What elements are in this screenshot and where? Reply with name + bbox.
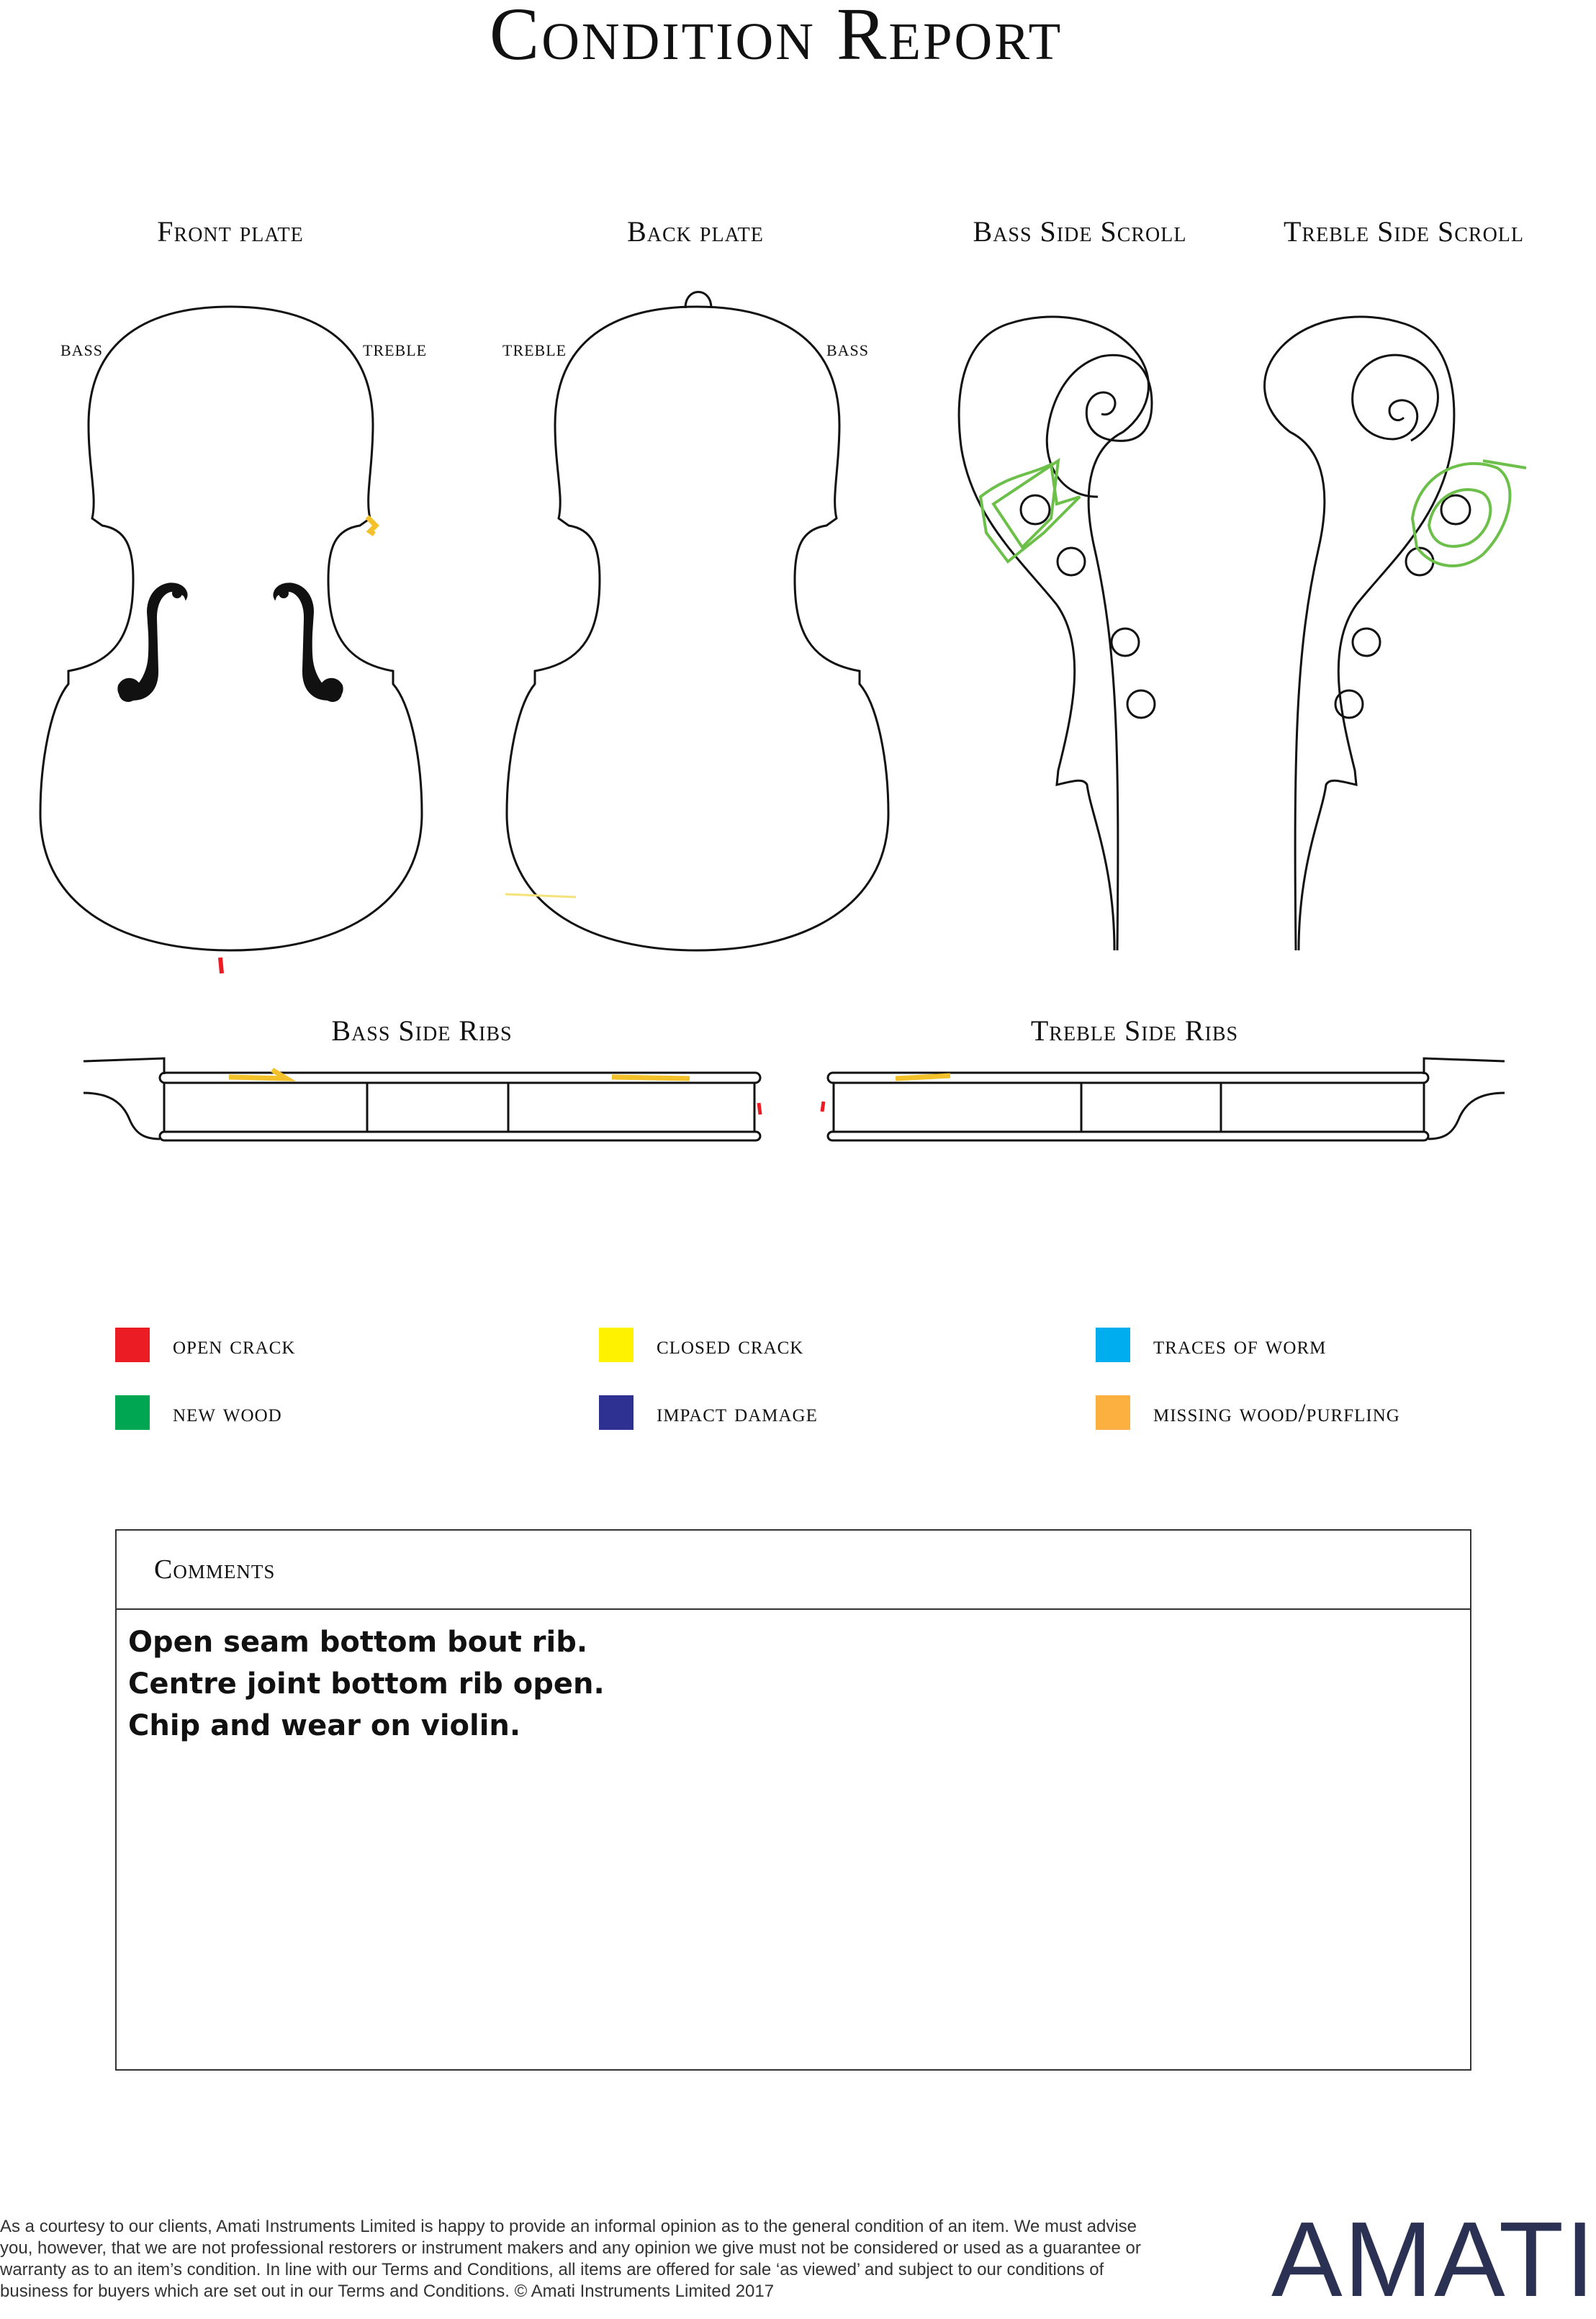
back-plate-label: Back plate [627, 215, 764, 248]
legend-open-crack [115, 1328, 295, 1362]
page-title: Condition Report [489, 0, 1063, 76]
legend-impact-damage [599, 1395, 818, 1430]
legend-label: traces of worm [1153, 1330, 1327, 1359]
front-plate-label: Front plate [157, 215, 304, 248]
back-treble-label: TREBLE [502, 341, 567, 359]
new-wood-swatch [115, 1395, 150, 1430]
legend-new-wood [115, 1395, 282, 1430]
legend-label: closed crack [657, 1330, 804, 1359]
bass-side-ribs-label: Bass Side Ribs [331, 1014, 513, 1047]
comments-box [115, 1529, 1471, 2071]
legend-label: open crack [173, 1330, 296, 1359]
treble-rib-closed-crack-mark [896, 1076, 950, 1079]
comments-heading: Comments [117, 1531, 1470, 1610]
back-bass-label: BASS [826, 341, 870, 359]
treble-rib-body [834, 1083, 1424, 1132]
treble-rib-neck [1424, 1058, 1505, 1139]
legend-label: impact damage [657, 1398, 818, 1427]
comment-line: Chip and wear on violin. [128, 1709, 521, 1742]
legend-label: missing wood/purfling [1153, 1398, 1400, 1427]
legend-traces-of-worm [1096, 1328, 1326, 1362]
treble-side-scroll-label: Treble Side Scroll [1283, 215, 1524, 248]
open-crack-swatch [115, 1328, 150, 1362]
comment-line: Centre joint bottom rib open. [128, 1667, 605, 1701]
treble-side-ribs-label: Treble Side Ribs [1030, 1014, 1239, 1047]
front-treble-label: TREBLE [363, 341, 428, 359]
closed-crack-swatch [599, 1328, 634, 1362]
bass-side-scroll-label: Bass Side Scroll [973, 215, 1187, 248]
legend-closed-crack [599, 1328, 803, 1362]
comments-body [117, 1610, 1470, 1747]
legend-missing-wood-purfling [1096, 1395, 1400, 1430]
traces-of-worm-swatch [1096, 1328, 1130, 1362]
treble-rib-bottom-edge [828, 1132, 1428, 1140]
missing-wood-purfling-swatch [1096, 1395, 1130, 1430]
treble-rib-open-crack-mark [822, 1102, 824, 1112]
comment-line: Open seam bottom bout rib. [128, 1626, 588, 1659]
amati-logo: AMATI [1271, 2200, 1596, 2319]
impact-damage-swatch [599, 1395, 634, 1430]
legend-label: new wood [173, 1398, 282, 1427]
disclaimer-text: As a courtesy to our clients, Amati Instruments Limited is happy to provide an informal opinion as to the general condition of an item. We must advise you, however, that we are not professional restorers or instrument makers and any opinion we give must not be considered or used as a guarantee or warranty as to an item’s condition. In line with our Terms and Conditions, all items are offered for sale ‘as viewed’ and subject to our conditions of business for buyers which are set out in our Terms and Conditions. © Amati Instruments Limited 2017 [0, 2217, 1141, 2301]
front-bass-label: BASS [60, 341, 104, 359]
